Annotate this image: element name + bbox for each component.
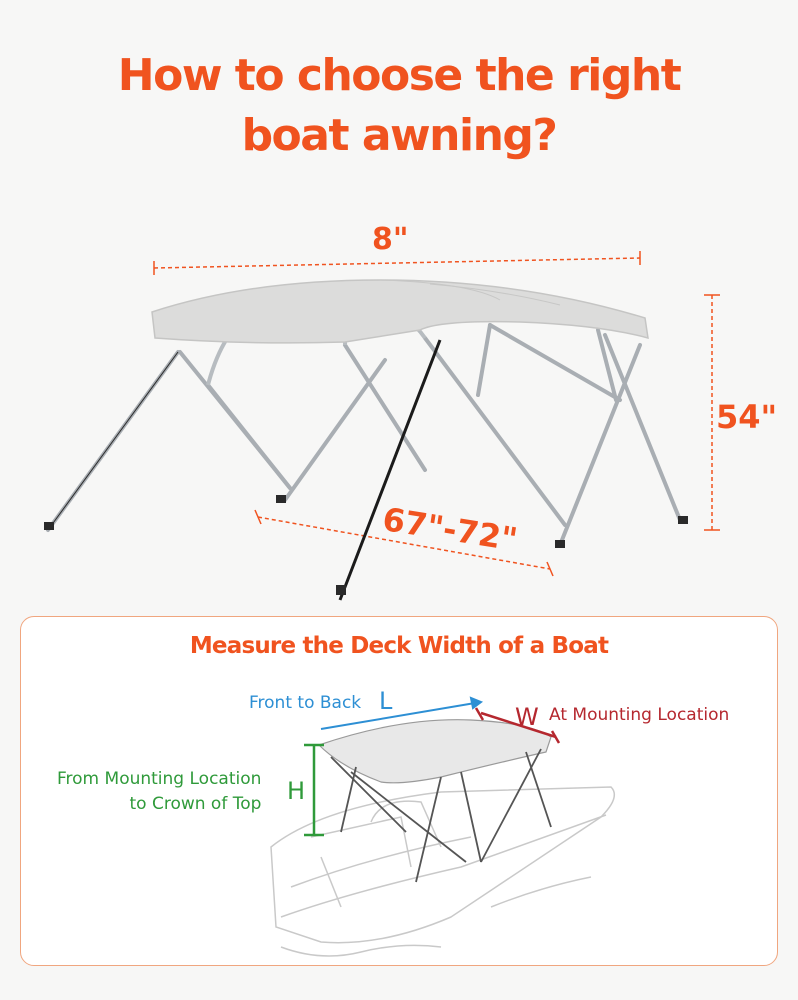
front-to-back-label: Front to Back: [249, 693, 362, 713]
pole-feet: [44, 495, 688, 595]
length-dimension-label: 8": [372, 222, 409, 257]
panel-title: Measure the Deck Width of a Boat: [189, 633, 609, 659]
width-letter: W: [515, 703, 539, 731]
height-description-line-2: to Crown of Top: [129, 794, 262, 814]
support-straps: [48, 340, 440, 600]
frame-poles: [48, 325, 680, 545]
height-description-line-1: From Mounting Location: [57, 769, 262, 789]
mounting-location-label: At Mounting Location: [549, 705, 730, 725]
height-indicator: [304, 745, 324, 835]
height-description-label: [57, 767, 261, 817]
page-title-line-1: How to choose the right: [117, 50, 681, 101]
length-letter: L: [379, 687, 393, 715]
height-letter: H: [287, 777, 306, 805]
page-title-line-2: boat awning?: [241, 110, 557, 161]
width-dimension-label: 67"-72": [380, 500, 521, 559]
boat-hull-sketch: [271, 787, 614, 956]
height-dimension-label: 54": [716, 398, 778, 436]
measure-panel: [20, 616, 778, 966]
canopy-fabric: [152, 280, 648, 343]
